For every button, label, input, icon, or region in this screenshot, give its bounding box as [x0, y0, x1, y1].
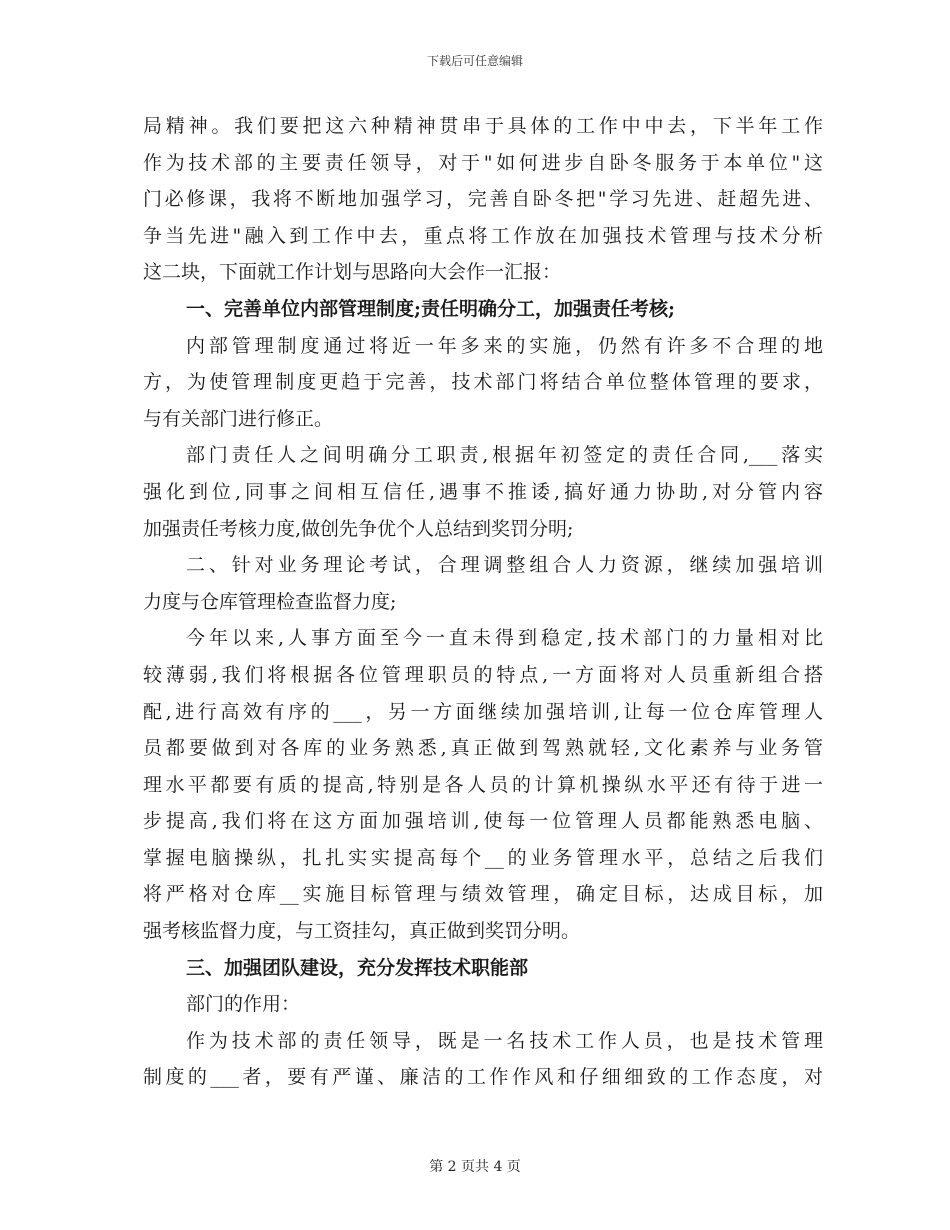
body-line: 员都要做到对各库的业务熟悉,真正做到驾熟就轻,文化素养与业务管 — [143, 737, 823, 760]
body-line: 强考核监督力度，与工资挂勾，真正做到奖罚分明。 — [143, 920, 581, 943]
section-heading-2-cont: 力度与仓库管理检查监督力度; — [143, 590, 397, 613]
body-line: 制度的___者，要有严谨、廉洁的工作作风和仔细细致的工作态度，对 — [143, 1066, 823, 1089]
body-line: 部门的作用： — [186, 993, 301, 1016]
body-line: 内部管理制度通过将近一年多来的实施，仍然有许多不合理的地 — [186, 334, 823, 357]
section-heading-2: 二、针对业务理论考试，合理调整组合人力资源，继续加强培训 — [186, 554, 823, 577]
body-line: 局精神。我们要把这六种精神贯串于具体的工作中中去，下半年工作 — [143, 115, 823, 137]
body-line: 这二块，下面就工作计划与思路向大会作一汇报： — [143, 261, 562, 284]
body-line: 较薄弱,我们将根据各位管理职员的特点,一方面将对人员重新组合搭 — [143, 663, 823, 686]
body-line: 将严格对仓库__实施目标管理与绩效管理，确定目标，达成目标，加 — [143, 883, 823, 906]
body-line: 理水平都要有质的提高,特别是各人员的计算机操纵水平还有待于进一 — [143, 773, 823, 796]
section-heading-1: 一、完善单位内部管理制度;责任明确分工，加强责任考核; — [186, 297, 676, 320]
body-line: 争当先进"融入到工作中去，重点将工作放在加强技术管理与技术分析 — [143, 224, 823, 247]
section-heading-3: 三、加强团队建设，充分发挥技术职能部 — [186, 956, 529, 979]
document-body — [143, 108, 823, 1096]
body-line: 方，为使管理制度更趋于完善，技术部门将结合单位整体管理的要求， — [143, 371, 823, 394]
body-line: 步提高,我们将在这方面加强培训,使每一位管理人员都能熟悉电脑、 — [143, 810, 823, 833]
body-line: 作为技术部的责任领导，既是一名技术工作人员，也是技术管理 — [186, 1029, 823, 1052]
body-line: 与有关部门进行修正。 — [143, 407, 334, 430]
body-line: 配,进行高效有序的___，另一方面继续加强培训,让每一位仓库管理人 — [143, 700, 823, 723]
body-line: 部门责任人之间明确分工职责,根据年初签定的责任合同,___落实 — [186, 444, 823, 467]
body-line: 门必修课，我将不断地加强学习，完善自卧冬把"学习先进、赶超先进、 — [143, 188, 823, 211]
body-line: 加强责任考核力度,做创先争优个人总结到奖罚分明; — [143, 517, 574, 540]
page-header: 下载后可任意编辑 — [426, 54, 523, 68]
body-line: 今年以来,人事方面至今一直未得到稳定,技术部门的力量相对比 — [186, 627, 823, 650]
page-number: 第 2 页共 4 页 — [429, 1159, 521, 1175]
body-line: 掌握电脑操纵，扎扎实实提高每个__的业务管理水平，总结之后我们 — [143, 846, 823, 869]
body-line: 强化到位,同事之间相互信任,遇事不推诿,搞好通力协助,对分管内容 — [143, 480, 823, 503]
body-line: 作为技术部的主要责任领导，对于"如何进步自卧冬服务于本单位"这 — [143, 151, 823, 174]
